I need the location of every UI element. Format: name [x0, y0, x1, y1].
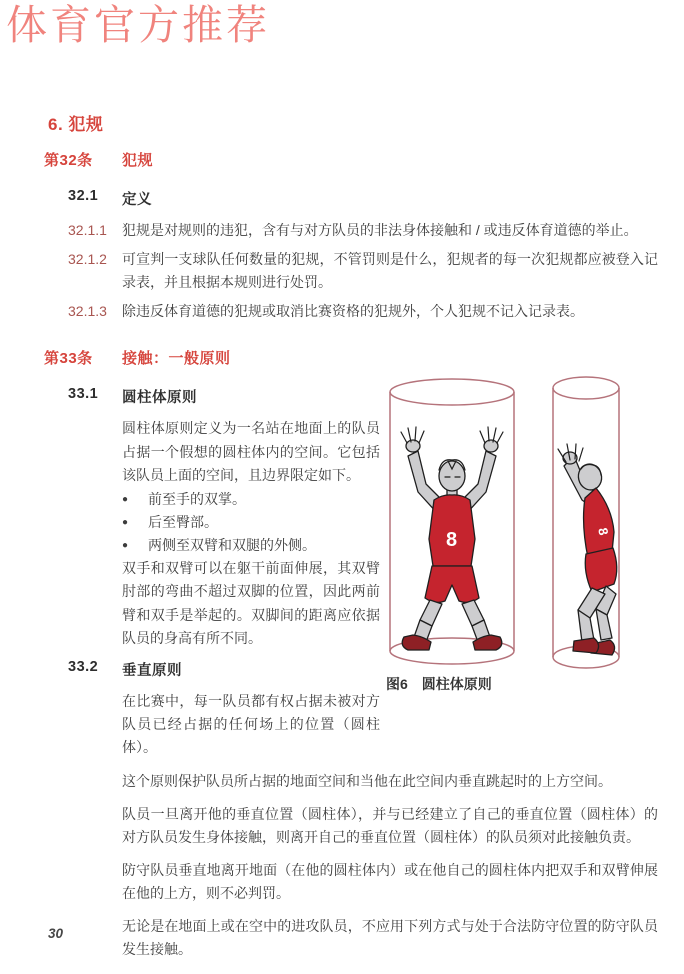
article-33-number: 第33条 [44, 350, 93, 367]
clause-33-2-number: 33.2 [68, 658, 99, 675]
clause-item [68, 219, 658, 242]
verticality-paragraph-3: 队员一旦离开他的垂直位置（圆柱体），并与已经建立了自己的垂直位置（圆柱体）的对方队员发生身体接触，则离开自己的垂直位置（圆柱体）的队员须对此接触负责。 [122, 806, 658, 845]
clause-33-1-title: 圆柱体原则 [122, 390, 197, 406]
jersey-number-front: 8 [446, 529, 458, 551]
article-32-number: 第32条 [44, 152, 93, 169]
clause-32-1-number: 32.1 [68, 188, 99, 204]
watermark-text: 体育官方推荐 [6, 1, 270, 49]
figure-title: 圆柱体原则 [421, 676, 492, 692]
figure-caption [386, 674, 680, 694]
cylinder-principle-column [122, 417, 380, 651]
clause-item-text: 可宣判一支球队任何数量的犯规，不管罚则是什么，犯规者的每一次犯规都应被登入记录表，并且根据本规则进行处罚。 [122, 251, 658, 290]
clause-item-number: 32.1.1 [68, 222, 107, 238]
article-32-title: 犯规 [122, 152, 154, 169]
verticality-paragraph-2: 这个原则保护队员所占据的地面空间和当他在此空间内垂直跳起时的上方空间。 [122, 772, 612, 789]
clause-item-number: 32.1.3 [68, 303, 107, 319]
clause-item-text: 犯规是对规则的违犯，含有与对方队员的非法身体接触和 / 或违反体育道德的举止。 [122, 222, 638, 238]
bullet-text: 两侧至双臂和双腿的外侧。 [148, 536, 316, 553]
bullet-text: 前至手的双掌。 [148, 490, 246, 507]
clause-item-number: 32.1.2 [68, 251, 107, 267]
figure-label: 图6 [386, 676, 408, 692]
chapter-heading: 6. 犯规 [48, 115, 104, 134]
cylinder-outro-paragraph: 双手和双臂可以在躯干前面伸展，其双臂肘部的弯曲不超过双脚的位置，因此两前臂和双手是举起的。双脚间的距离应依据队员的身高有所不同。 [122, 559, 380, 646]
verticality-paragraph-1: 在比赛中，每一队员都有权占据未被对方队员已经占据的任何场上的位置（圆柱体）。 [122, 692, 380, 755]
clause-item [68, 248, 658, 294]
clause-33-1-number: 33.1 [68, 386, 99, 402]
article-33-title: 接触：一般原则 [122, 350, 231, 367]
verticality-paragraph-4: 防守队员垂直地离开地面（在他的圆柱体内）或在他自己的圆柱体内把双手和双臂伸展在他的上方，则不必判罚。 [122, 862, 658, 901]
bullet-item [122, 511, 380, 534]
bullet-icon: ● [122, 539, 129, 551]
bullet-icon: ● [122, 493, 129, 505]
clause-item [68, 300, 658, 323]
article-33-heading [44, 347, 658, 368]
clause-33-2-title: 垂直原则 [122, 662, 182, 679]
clause-item-text: 除违反体育道德的犯规或取消比赛资格的犯规外，个人犯规不记入记录表。 [122, 303, 584, 319]
clause-32-1-title: 定义 [122, 192, 152, 208]
jersey-number-side: 8 [595, 526, 612, 537]
clause-32-1-heading [68, 188, 658, 209]
bullet-item [122, 534, 380, 557]
bullet-text: 后至臀部。 [148, 513, 218, 530]
cylinder-intro-paragraph: 圆柱体原则定义为一名站在地面上的队员占据一个假想的圆柱体内的空间。它包括该队员上面的空间，且边界限定如下。 [122, 420, 380, 483]
player-front-figure [401, 427, 503, 650]
bullet-item [122, 488, 380, 511]
page-number: 30 [48, 926, 64, 941]
bullet-icon: ● [122, 516, 129, 528]
figure-6-cylinder-principle [386, 374, 680, 694]
verticality-paragraph-5: 无论是在地面上或在空中的进攻队员，不应用下列方式与处于合法防守位置的防守队员发生接触。 [122, 918, 658, 957]
article-32-heading [44, 149, 658, 170]
player-side-figure [558, 444, 617, 655]
cylinder-illustration [386, 374, 680, 670]
